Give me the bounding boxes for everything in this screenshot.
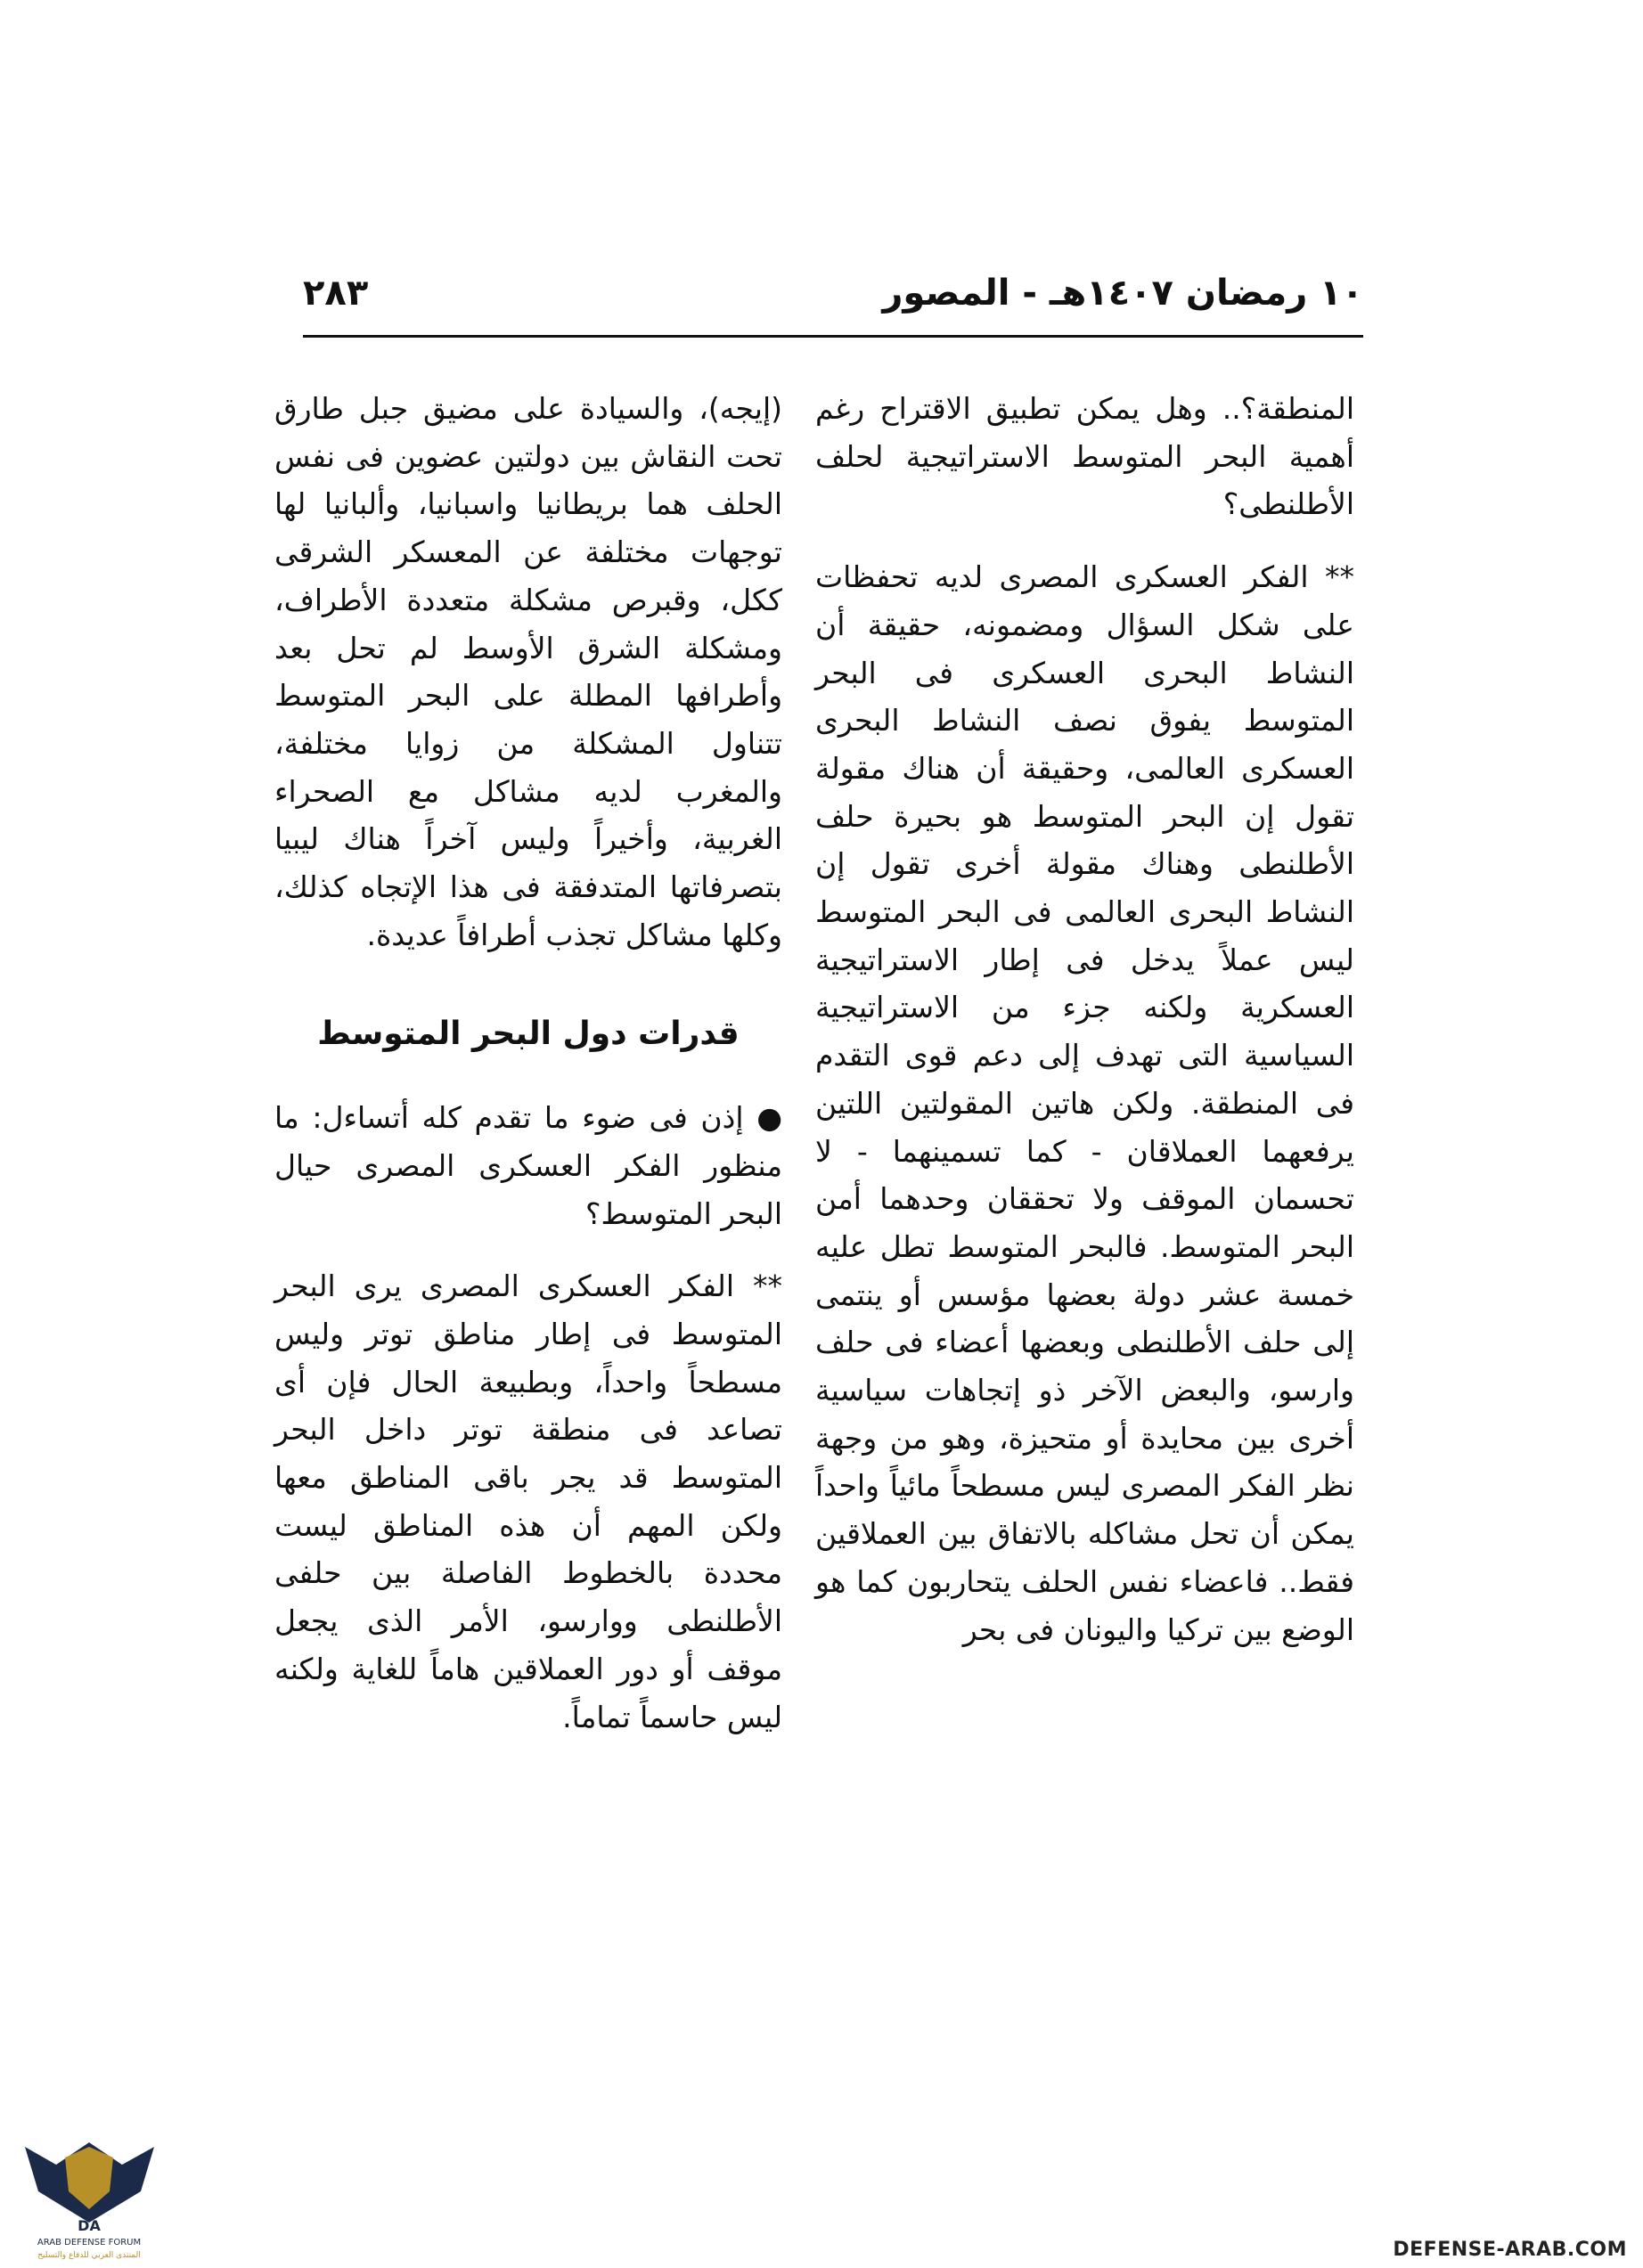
header-title: ١٠ رمضان ١٤٠٧هـ - المصور: [882, 273, 1363, 314]
paragraph: المنطقة؟.. وهل يمكن تطبيق الاقتراح رغم أهمية البحر المتوسط الاستراتيجية لحلف الأطلنطى؟: [815, 391, 1354, 522]
site-watermark: DEFENSE-ARAB.COM: [1393, 2239, 1627, 2261]
page-header: [303, 267, 1363, 330]
section-heading: قدرات دول البحر المتوسط: [317, 1016, 740, 1053]
paragraph: (إيجه)، والسيادة على مضيق جبل طارق تحت النقاش بين دولتين عضوين فى نفس الحلف هما بريطانيا واسبانيا، وألبانيا لها توجهات مختلفة عن المعسكر الشرقى ككل، وقبرص مشكلة متعددة الأطراف، ومشكلة الشرق الأوسط لم تحل بعد وأطرافها المطلة على البحر المتوسط تتناول المشكلة من زوايا مختلفة، والمغرب لديه مشاكل مع الصحراء الغربية، وأخيراً وليس آخراً هناك ليبيا بتصرفاتها المتدفقة فى هذا الإتجاه كذلك، وكلها مشاكل تجذب أطرافاً عديدة.: [274, 391, 782, 952]
logo-abbr: DA: [78, 2217, 101, 2234]
shield-emblem-icon: [16, 2138, 163, 2263]
page-number: ٢٨٣: [303, 273, 369, 314]
paragraph: ** الفكر العسكرى المصرى لديه تحفظات على شكل السؤال ومضمونه، حقيقة أن النشاط البحرى العسكرى فى البحر المتوسط يفوق نصف النشاط البحرى العسكرى العالمى، وحقيقة أن هناك مقولة تقول إن البحر المتوسط هو بحيرة حلف الأطلنطى وهناك مقولة أخرى تقول إن النشاط البحرى العالمى فى البحر المتوسط ليس عملاً يدخل فى إطار الاستراتيجية العسكرية ولكنه جزء من الاستراتيجية السياسية التى تهدف إلى دعم قوى التقدم فى المنطقة. ولكن هاتين المقولتين اللتين يرفعهما العملاقان - كما تسمينهما - لا تحسمان الموقف ولا تحققان وحدهما أمن البحر المتوسط. فالبحر المتوسط تطل عليه خمسة عشر دولة بعضها مؤسس أو ينتمى إلى حلف الأطلنطى وبعضها أعضاء فى حلف وارسو، والبعض الآخر ذو إتجاهات سياسية أخرى بين محايدة أو متحيزة، وهو من وجهة نظر الفكر المصرى ليس مسطحاً مائياً واحداً يمكن أن تحل مشاكله بالاتفاق بين العملاقين فقط.. فاعضاء نفس الحلف يتحاربون كما هو الوضع بين تركيا واليونان فى بحر: [815, 559, 1354, 1647]
logo-name-en: ARAB DEFENSE FORUM: [37, 2238, 142, 2248]
interview-question: ● إذن فى ضوء ما تقدم كله أتساءل: ما منظور الفكر العسكرى المصرى حيال البحر المتوسط؟: [274, 1100, 782, 1231]
left-column: [274, 385, 782, 1741]
forum-logo: [16, 2138, 163, 2263]
interview-answer: ** الفكر العسكرى المصرى يرى البحر المتوسط فى إطار مناطق توتر وليس مسطحاً واحداً، وبطبيعة الحال فإن أى تصاعد فى منطقة توتر داخل البحر المتوسط قد يجر باقى المناطق معها ولكن المهم أن هذه المناطق ليست محددة بالخطوط الفاصلة بين حلفى الأطلنطى ووارسو، الأمر الذى يجعل موقف أو دور العملاقين هاماً للغاية ولكنه ليس حاسماً تماماً.: [274, 1269, 782, 1734]
header-divider: [303, 335, 1363, 338]
right-column: [815, 385, 1354, 1653]
logo-name-ar: المنتدى العربي للدفاع والتسليح: [37, 2251, 141, 2260]
